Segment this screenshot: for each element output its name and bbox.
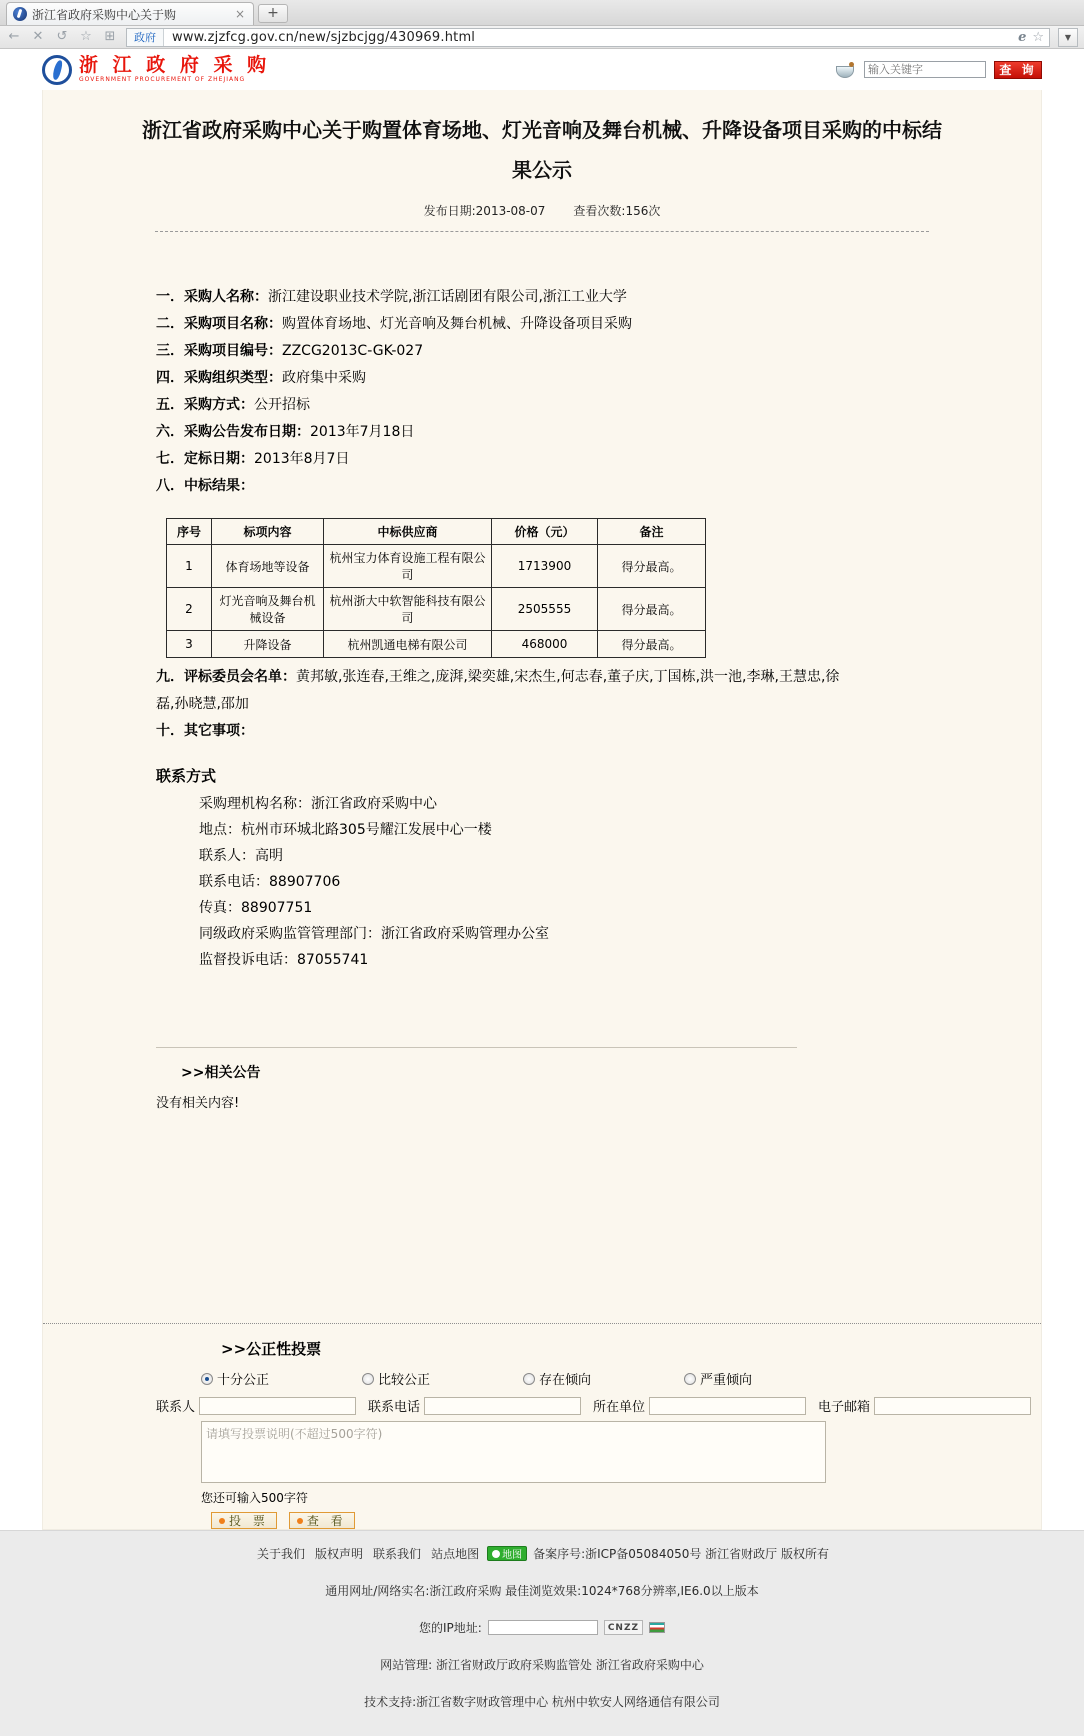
- item-purchaser: 一．采购人名称：浙江建设职业技术学院,浙江话剧团有限公司,浙江工业大学: [156, 289, 627, 305]
- contact-address: 地点：杭州市环城北路305号耀江发展中心一楼: [199, 822, 492, 838]
- cell-note: 得分最高。: [598, 588, 706, 631]
- col-header-price: 价格（元）: [492, 519, 598, 545]
- browser-tab[interactable]: [6, 2, 254, 25]
- tab-title: 浙江省政府采购中心关于购: [32, 7, 177, 22]
- item-committee: 九．评标委员会名单：黄邦敏,张连春,王维之,庞湃,梁奕雄,宋杰生,何志春,董子庆,丁国栋,洪一池,李琳,王慧忠,徐磊,孙晓慧,邵加: [156, 669, 840, 712]
- vote-option-very-biased[interactable]: 严重倾向: [684, 1369, 845, 1388]
- map-badge-icon[interactable]: 地图: [487, 1546, 527, 1561]
- cnzz-counter-badge[interactable]: CNZZ: [604, 1620, 643, 1635]
- item-method: 五．采购方式：公开招标: [156, 397, 310, 413]
- vote-view-button[interactable]: 查 看: [289, 1512, 355, 1529]
- footer-link-contact[interactable]: 联系我们: [373, 1547, 422, 1561]
- contact-tel-input[interactable]: [424, 1397, 581, 1415]
- footer-link-about[interactable]: 关于我们: [257, 1547, 306, 1561]
- refresh-icon[interactable]: ↺: [56, 29, 68, 44]
- cell-note: 得分最高。: [598, 631, 706, 658]
- keyword-search-input[interactable]: [864, 61, 986, 78]
- vote-option-fair[interactable]: 比较公正: [362, 1369, 523, 1388]
- contact-heading: 联系方式: [156, 767, 217, 785]
- address-bar[interactable]: [126, 28, 1050, 47]
- orange-dot-icon: [219, 1518, 225, 1524]
- contact-complaint-phone: 监督投诉电话：87055741: [199, 952, 369, 968]
- footer-link-copyright[interactable]: 版权声明: [315, 1547, 364, 1561]
- item-award-date: 七．定标日期：2013年8月7日: [156, 451, 350, 467]
- cell-price: 468000: [492, 631, 598, 658]
- col-header-item: 标项内容: [212, 519, 324, 545]
- logo-title: 浙 江 政 府 采 购: [79, 54, 271, 76]
- col-header-no: 序号: [167, 519, 212, 545]
- contact-tel-label: 联系电话: [368, 1400, 421, 1415]
- cell-no: 2: [167, 588, 212, 631]
- article-meta: [43, 202, 1041, 219]
- footer-tech-support: 技术支持:浙江省数字财政管理中心 杭州中软安人网络通信有限公司: [364, 1695, 720, 1709]
- search-query-button[interactable]: 查 询: [994, 61, 1042, 79]
- cell-price: 2505555: [492, 588, 598, 631]
- radio-icon[interactable]: [362, 1373, 374, 1385]
- contact-phone: 联系电话：88907706: [199, 874, 341, 890]
- new-tab-button[interactable]: +: [258, 4, 288, 23]
- related-empty-text: 没有相关内容!: [156, 1096, 240, 1111]
- contact-name-input[interactable]: [199, 1397, 356, 1415]
- item-org-type: 四．采购组织类型：政府集中采购: [156, 370, 366, 386]
- flag-stripe-icon: [649, 1622, 665, 1633]
- footer-link-sitemap[interactable]: 站点地图: [431, 1547, 480, 1561]
- publish-date: 发布日期:2013-08-07: [423, 204, 546, 218]
- icp-record-text: 备案序号:浙ICP备05084050号 浙江省财政厅 版权所有: [533, 1547, 829, 1561]
- url-site-badge: 政府: [127, 29, 164, 46]
- url-dropdown-button[interactable]: ▼: [1058, 28, 1078, 47]
- email-label: 电子邮箱: [818, 1400, 871, 1415]
- bid-result-table: [166, 518, 706, 658]
- contact-section: [156, 761, 1041, 973]
- item-announce-date: 六．采购公告发布日期：2013年7月18日: [156, 424, 415, 440]
- stop-icon[interactable]: ✕: [32, 29, 44, 44]
- radio-icon[interactable]: [523, 1373, 535, 1385]
- table-row: [167, 631, 706, 658]
- favorites-star-icon[interactable]: ☆: [80, 29, 92, 44]
- contact-fax: 传真：88907751: [199, 900, 313, 916]
- cell-item: 灯光音响及舞台机械设备: [212, 588, 324, 631]
- fairness-vote-section: [43, 1323, 1041, 1529]
- cell-supplier: 杭州宝力体育设施工程有限公司: [324, 545, 492, 588]
- vote-option-very-fair[interactable]: 十分公正: [201, 1369, 362, 1388]
- chars-remaining-text: 您还可输入500字符: [201, 1491, 308, 1505]
- item-project-number: 三．采购项目编号：ZZCG2013C-GK-027: [156, 343, 424, 359]
- search-bowl-icon: [834, 62, 856, 78]
- contact-person: 联系人：高明: [199, 848, 283, 864]
- item-other: 十．其它事项：: [156, 723, 254, 739]
- site-logo[interactable]: [42, 55, 270, 85]
- cell-note: 得分最高。: [598, 545, 706, 588]
- col-header-supplier: 中标供应商: [324, 519, 492, 545]
- dashed-separator: [155, 231, 929, 232]
- logo-emblem-icon: [42, 55, 72, 85]
- related-heading: >>相关公告: [181, 1065, 261, 1081]
- ip-label: 您的IP地址:: [418, 1621, 482, 1635]
- browser-tab-bar: [0, 0, 1084, 26]
- site-footer: [0, 1530, 1084, 1736]
- cell-no: 1: [167, 545, 212, 588]
- view-count: 查看次数:156次: [573, 204, 661, 218]
- table-header-row: [167, 519, 706, 545]
- radio-selected-icon[interactable]: [201, 1373, 213, 1385]
- work-unit-label: 所在单位: [593, 1400, 646, 1415]
- table-row: [167, 588, 706, 631]
- vote-submit-button[interactable]: 投 票: [211, 1512, 277, 1529]
- footer-site-admin: 网站管理: 浙江省财政厅政府采购监管处 浙江省政府采购中心: [380, 1658, 704, 1672]
- page-title: 浙江省政府采购中心关于购置体育场地、灯光音响及舞台机械、升降设备项目采购的中标结果公示: [142, 118, 942, 182]
- content-area: [42, 90, 1042, 1530]
- contact-agency: 采购理机构名称：浙江省政府采购中心: [199, 796, 437, 812]
- table-row: [167, 545, 706, 588]
- site-favicon-icon: [13, 7, 27, 21]
- logo-subtitle: GOVERNMENT PROCUREMENT OF ZHEJIANG: [79, 76, 246, 83]
- contact-supervisor: 同级政府采购监管管理部门：浙江省政府采购管理办公室: [199, 926, 549, 942]
- vote-comment-textarea[interactable]: [201, 1421, 826, 1483]
- footer-browser-hint: 通用网址/网络实名:浙江政府采购 最佳浏览效果:1024*768分辨率,IE6.0以上版本: [325, 1584, 759, 1598]
- site-header: [0, 49, 1084, 90]
- vote-heading: >>公正性投票: [221, 1340, 322, 1358]
- radio-icon[interactable]: [684, 1373, 696, 1385]
- cell-price: 1713900: [492, 545, 598, 588]
- orange-dot-icon: [297, 1518, 303, 1524]
- col-header-note: 备注: [598, 519, 706, 545]
- cell-no: 3: [167, 631, 212, 658]
- email-input[interactable]: [874, 1397, 1031, 1415]
- cell-item: 体育场地等设备: [212, 545, 324, 588]
- ip-address-box: [488, 1620, 598, 1635]
- back-icon[interactable]: ←: [8, 29, 20, 44]
- cell-supplier: 杭州浙大中软智能科技有限公司: [324, 588, 492, 631]
- compatibility-e-icon[interactable]: e: [1018, 29, 1027, 45]
- item-project-name: 二．采购项目名称：购置体育场地、灯光音响及舞台机械、升降设备项目采购: [156, 316, 632, 332]
- cell-supplier: 杭州凯通电梯有限公司: [324, 631, 492, 658]
- tiles-icon[interactable]: ⊞: [104, 29, 116, 44]
- contact-name-label: 联系人: [156, 1400, 196, 1415]
- item-result-heading: 八．中标结果：: [156, 478, 254, 494]
- work-unit-input[interactable]: [649, 1397, 806, 1415]
- cell-item: 升降设备: [212, 631, 324, 658]
- tab-close-icon[interactable]: ×: [234, 7, 245, 21]
- bookmark-star-icon[interactable]: ☆: [1032, 29, 1044, 45]
- browser-toolbar: [0, 26, 1084, 49]
- dotted-separator: [43, 1323, 1041, 1324]
- related-announcements-section: [43, 1047, 1041, 1111]
- url-text[interactable]: www.zjzfcg.gov.cn/new/sjzbcjgg/430969.html: [172, 29, 476, 45]
- vote-option-biased[interactable]: 存在倾向: [523, 1369, 684, 1388]
